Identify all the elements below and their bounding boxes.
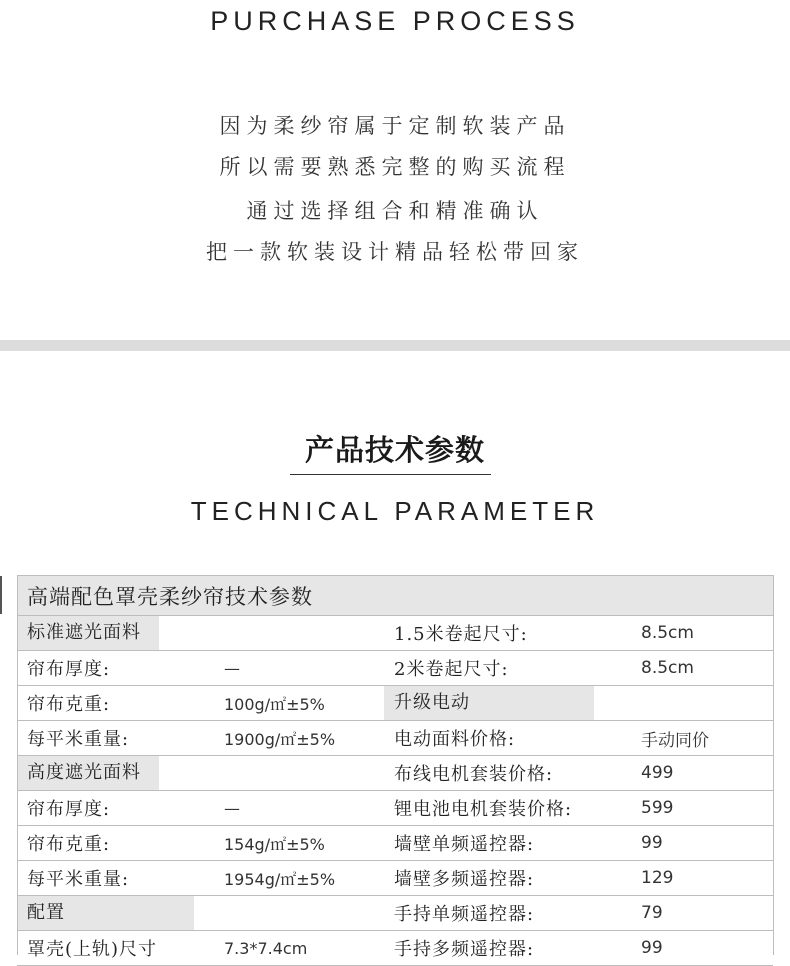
row-value-right: 499 <box>641 756 773 791</box>
row-label: 配置 <box>17 896 194 930</box>
row-value-right: 8.5cm <box>641 616 773 651</box>
row-value: — <box>224 791 384 826</box>
intro-line-4: 把一款软装设计精品轻松带回家 <box>206 240 584 264</box>
table-row <box>17 756 773 791</box>
section-label-electric <box>384 686 641 721</box>
intro-line-3: 通过选择组合和精准确认 <box>246 199 544 223</box>
section-label-high <box>17 756 224 791</box>
intro-line-1: 因为柔纱帘属于定制软装产品 <box>219 114 571 138</box>
section-divider <box>0 340 790 351</box>
intro-line-2: 所以需要熟悉完整的购买流程 <box>219 155 571 179</box>
table-row <box>17 616 773 651</box>
table-title: 高端配色罩壳柔纱帘技术参数 <box>17 576 773 616</box>
row-label-right: 1.5米卷起尺寸: <box>384 616 641 651</box>
row-label-right: 墙壁单频遥控器: <box>384 826 641 861</box>
row-value <box>224 756 384 791</box>
table-row <box>17 861 773 896</box>
row-value: 1954g/㎡±5% <box>224 861 384 896</box>
tech-params-table <box>17 575 773 966</box>
table-header-row <box>17 576 773 616</box>
row-value <box>224 616 384 651</box>
row-value-right: 8.5cm <box>641 651 773 686</box>
row-label-right: 手持单频遥控器: <box>384 896 641 931</box>
row-label: 每平米重量: <box>17 861 224 896</box>
table-row <box>17 931 773 966</box>
row-label: 高度遮光面料 <box>17 756 159 790</box>
purchase-process-title: PURCHASE PROCESS <box>210 6 580 36</box>
section-label-config <box>17 896 224 931</box>
row-value-right: 手动同价 <box>641 721 773 756</box>
table-row <box>17 896 773 931</box>
row-value-right: 129 <box>641 861 773 896</box>
row-label: 帘布厚度: <box>17 791 224 826</box>
row-label: 帘布厚度: <box>17 651 224 686</box>
row-value <box>224 896 384 931</box>
title-underline <box>290 474 491 475</box>
row-label-right: 2米卷起尺寸: <box>384 651 641 686</box>
row-label: 罩壳(上轨)尺寸 <box>17 931 224 966</box>
row-label: 每平米重量: <box>17 721 224 756</box>
section-label-standard <box>17 616 224 651</box>
row-value: — <box>224 651 384 686</box>
row-label-right: 升级电动 <box>384 686 594 720</box>
row-value: 7.3*7.4cm <box>224 931 384 966</box>
table-row <box>17 651 773 686</box>
row-label-right: 锂电池电机套装价格: <box>384 791 641 826</box>
row-label-right: 布线电机套装价格: <box>384 756 641 791</box>
row-value-right <box>641 686 773 721</box>
row-value-right: 99 <box>641 931 773 966</box>
row-value: 100g/㎡±5% <box>224 686 384 721</box>
row-value-right: 79 <box>641 896 773 931</box>
row-value-right: 599 <box>641 791 773 826</box>
tech-title-en: TECHNICAL PARAMETER <box>190 496 600 526</box>
row-label-right: 墙壁多频遥控器: <box>384 861 641 896</box>
row-label-right: 电动面料价格: <box>384 721 641 756</box>
row-label: 帘布克重: <box>17 826 224 861</box>
row-label-right: 手持多频遥控器: <box>384 931 641 966</box>
left-edge-mark <box>0 576 2 614</box>
table-row <box>17 826 773 861</box>
table-row <box>17 791 773 826</box>
table-row <box>17 721 773 756</box>
tech-title-cn: 产品技术参数 <box>304 433 485 467</box>
row-label: 帘布克重: <box>17 686 224 721</box>
row-value: 154g/㎡±5% <box>224 826 384 861</box>
row-label: 标准遮光面料 <box>17 616 159 650</box>
row-value: 1900g/㎡±5% <box>224 721 384 756</box>
table-row <box>17 686 773 721</box>
row-value-right: 99 <box>641 826 773 861</box>
